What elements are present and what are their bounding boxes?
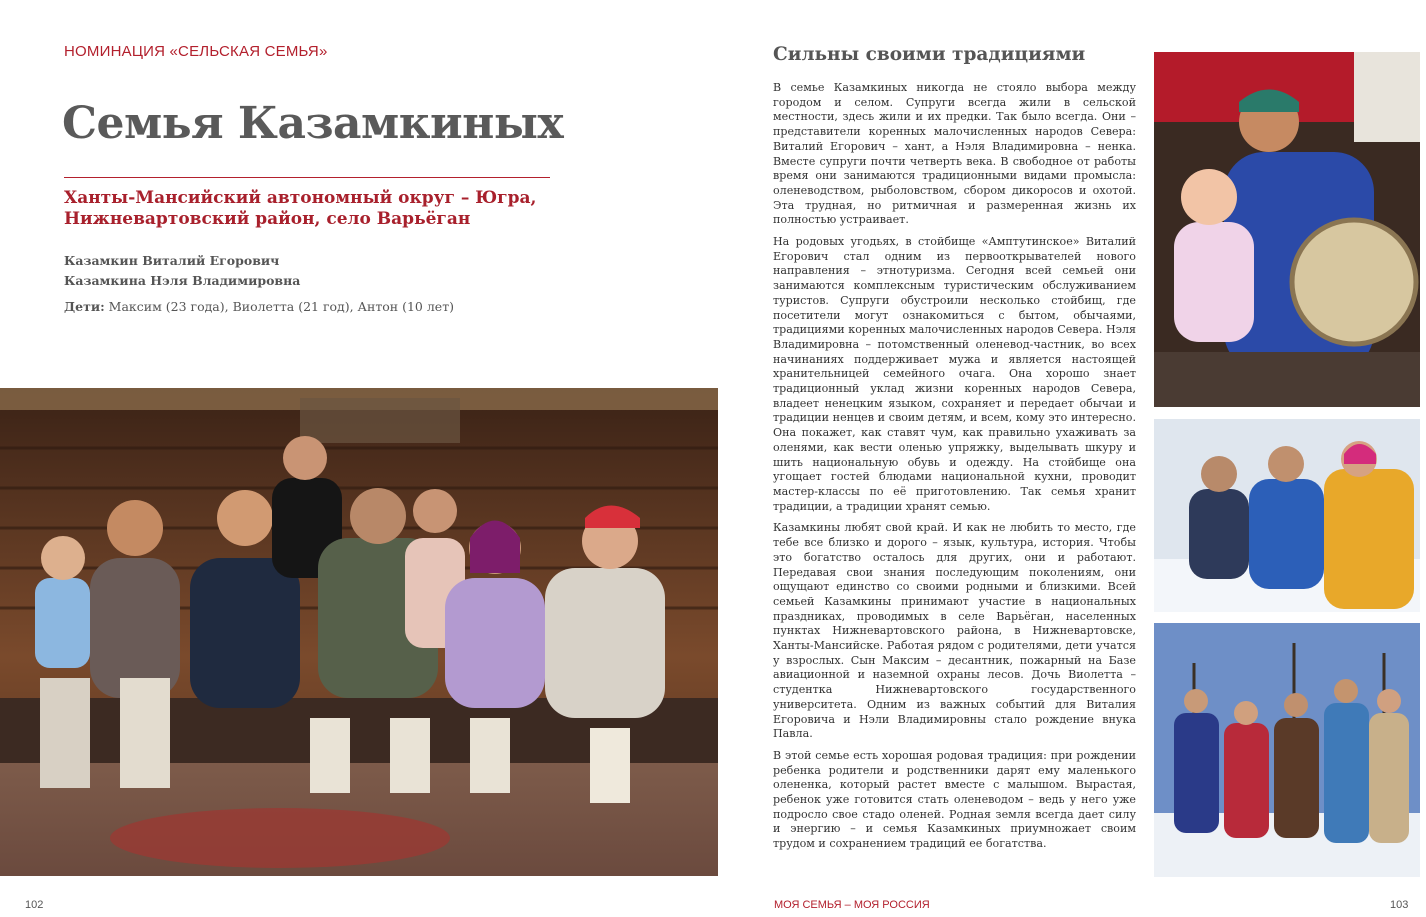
magazine-footer-title: МОЯ СЕМЬЯ – МОЯ РОССИЯ	[774, 899, 930, 911]
title-divider	[64, 177, 550, 178]
paragraph: В этой семье есть хорошая родовая традиция: при рождении ребенка родители и родственники дарят ему маленького олененка, который растет вместе с малышом. Вырастая, ребенок уже готовится стать оленеводом – ведь у него уже подросло свое стадо оленей. Родная земля всегда дает силу и энергию – и семья Казамкиных приумножает своим трудом и сохранением традиций ее богатства.	[773, 748, 1136, 851]
region-subtitle	[64, 188, 554, 230]
children-line	[64, 299, 454, 314]
family-winter-photo	[1154, 419, 1420, 612]
family-photo-image	[0, 388, 718, 876]
children-text: Максим (23 года), Виолетта (21 год), Антон (10 лет)	[104, 299, 454, 314]
page-number-left: 102	[25, 899, 44, 911]
family-members	[64, 251, 300, 291]
member-father: Казамкин Виталий Егорович	[64, 253, 280, 268]
family-winter-image	[1154, 419, 1420, 612]
family-outdoor-photo	[1154, 623, 1420, 877]
region-line-2: Нижневартовский район, село Варьёган	[64, 209, 471, 229]
region-line-1: Ханты-Мансийский автономный округ – Югра,	[64, 188, 537, 208]
paragraph: На родовых угодьях, в стойбище «Амптутинское» Виталий Егорович стал одним из первооткрывателей нового направления – этнотуризма. Сегодня всей семьей они занимаются комплексным туристическим обслуживанием туристов. Супруги обустроили несколько стойбищ, где посетители могут ознакомиться с бытом, обычаями, традициями коренных малочисленных народов Севера. Нэля Владимировна – потомственный оленевод-частник, во всех начинаниях поддерживает мужа и является настоящей хранительницей семейного очага. Она хорошо знает традиционный уклад жизни коренных народов Севера, владеет ненецким языком, сохраняет и передает обычаи и традиции ненцев и своим детям, и всем, кому это интересно. Она покажет, как ставят чум, как правильно ухаживать за оленями, как вести оленью упряжку, выделывать шкуру и шить национальную обувь и одежду. На стойбище она угощает гостей блюдами национальной кухни, проводит мастер-классы по её приготовлению. Так семья хранит традиции, а традиции хранят семью.	[773, 235, 1136, 513]
family-outdoor-image	[1154, 623, 1420, 877]
children-label: Дети:	[64, 299, 105, 314]
paragraph: В семье Казамкиных никогда не стояло выбора между городом и селом. Супруги всегда жили в сельской местности, здесь жили и их предки. Так было всегда. Они – представители коренных малочисленных народов Севера: Виталий Егорович – хант, а Нэля Владимировна – ненка. Вместе супруги почти четверть века. В свободное от работы время они занимаются традиционными видами промысла: оленеводством, рыболовством, сбором дикоросов и охотой. Эта трудная, но ритмичная и размеренная жизнь их полностью устраивает.	[773, 81, 1136, 227]
father-child-drum-photo	[1154, 52, 1420, 407]
member-mother: Казамкина Нэля Владимировна	[64, 273, 301, 288]
right-page	[713, 0, 1426, 917]
nomination-label: НОМИНАЦИЯ «СЕЛЬСКАЯ СЕМЬЯ»	[64, 43, 328, 60]
article-body	[773, 81, 1136, 859]
father-child-drum-image	[1154, 52, 1420, 407]
page-number-right: 103	[1390, 899, 1409, 911]
family-photo	[0, 388, 718, 876]
paragraph: Казамкины любят свой край. И как не любить то место, где тебе все близко и дорого – язык, культура, история. Чтобы это богатство осталось для других, они и работают. Передавая свои знания последующим поколениям, они ощущают единство со своими родными и близкими. Всей семьей Казамкины принимают участие в национальных праздниках, проводимых в селе Варьёган, населенных пунктах Нижневартовского района, в Нижневартовске, Ханты-Мансийске. Работая рядом с родителями, дети учатся у взрослых. Сын Максим – десантник, пожарный на Базе авиационной и наземной охраны лесов. Дочь Виолетта – студентка Нижневартовского государственного университета. Одним из важных событий для Виталия Егоровича и Нэли Владимировны стало рождение внука Павла.	[773, 521, 1136, 741]
page-title: Семья Казамкиных	[62, 98, 564, 149]
section-title: Сильны своими традициями	[773, 44, 1086, 65]
